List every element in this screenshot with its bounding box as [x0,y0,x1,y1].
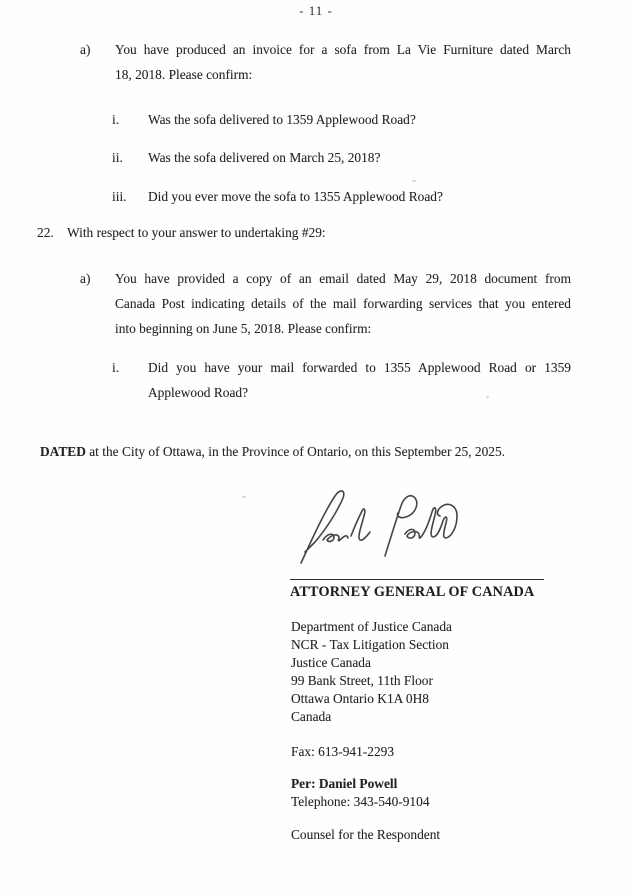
address-block [291,618,452,726]
dated-text: at the City of Ottawa, in the Province of Ontario, on this September 25, 2025. [85,444,506,459]
address-line: NCR - Tax Litigation Section [291,637,449,652]
dated-keyword: DATED [40,444,86,459]
address-line: Department of Justice Canada [291,619,453,634]
paragraph-line: Applewood Road? [148,385,249,400]
org-name: ATTORNEY GENERAL OF CANADA [290,584,535,600]
contact-block [291,775,430,811]
address-line: Canada [291,709,332,724]
per-line: Per: Daniel Powell [291,776,398,791]
item-22a-label: a) [80,271,91,286]
subitem-text: Was the sofa delivered on March 25, 2018? [148,150,381,165]
fax-line: Fax: 613-941-2293 [291,744,395,759]
item-a1-paragraph [115,37,571,87]
subitem-22a-i-numeral: i. [112,360,120,375]
subitem-numeral: iii. [112,189,127,204]
item-22-text: With respect to your answer to undertaking #29: [67,225,326,240]
subitem-numeral: ii. [112,150,123,165]
address-line: 99 Bank Street, 11th Floor [291,673,433,688]
paragraph-line: You have provided a copy of an email dated May 29, 2018 document from [115,271,571,286]
item-22-number: 22. [37,225,54,240]
subitem-22a-i-paragraph [148,355,571,405]
page-number: - 11 - [299,3,333,18]
item-a1-label: a) [80,42,91,57]
scan-artifact [486,396,489,398]
subitem-row-ii [112,150,380,166]
subitem-row-i [112,112,416,128]
address-line: Justice Canada [291,655,371,670]
item-22-row [37,225,326,241]
signature-image [293,484,471,568]
paragraph-line: Did you have your mail forwarded to 1355 Applewood Road or 1359 [148,360,571,375]
scan-artifact [412,180,416,182]
dated-line [40,444,505,460]
subitem-row-iii [112,189,443,205]
counsel-line: Counsel for the Respondent [291,827,441,842]
paragraph-line: into beginning on June 5, 2018. Please confirm: [115,321,372,336]
paragraph-line: Canada Post indicating details of the mail forwarding services that you entered [115,296,571,311]
subitem-numeral: i. [112,112,120,127]
paragraph-line: 18, 2018. Please confirm: [115,67,253,82]
subitem-text: Did you ever move the sofa to 1355 Applewood Road? [148,189,443,204]
address-line: Ottawa Ontario K1A 0H8 [291,691,429,706]
scan-artifact [242,496,246,498]
signature-scrawl-icon [293,484,471,568]
item-22a-paragraph [115,266,571,341]
subitem-text: Was the sofa delivered to 1359 Applewood Road? [148,112,416,127]
signature-rule [290,579,544,580]
paragraph-line: You have produced an invoice for a sofa from La Vie Furniture dated March [115,42,571,57]
telephone-line: Telephone: 343-540-9104 [291,794,430,809]
